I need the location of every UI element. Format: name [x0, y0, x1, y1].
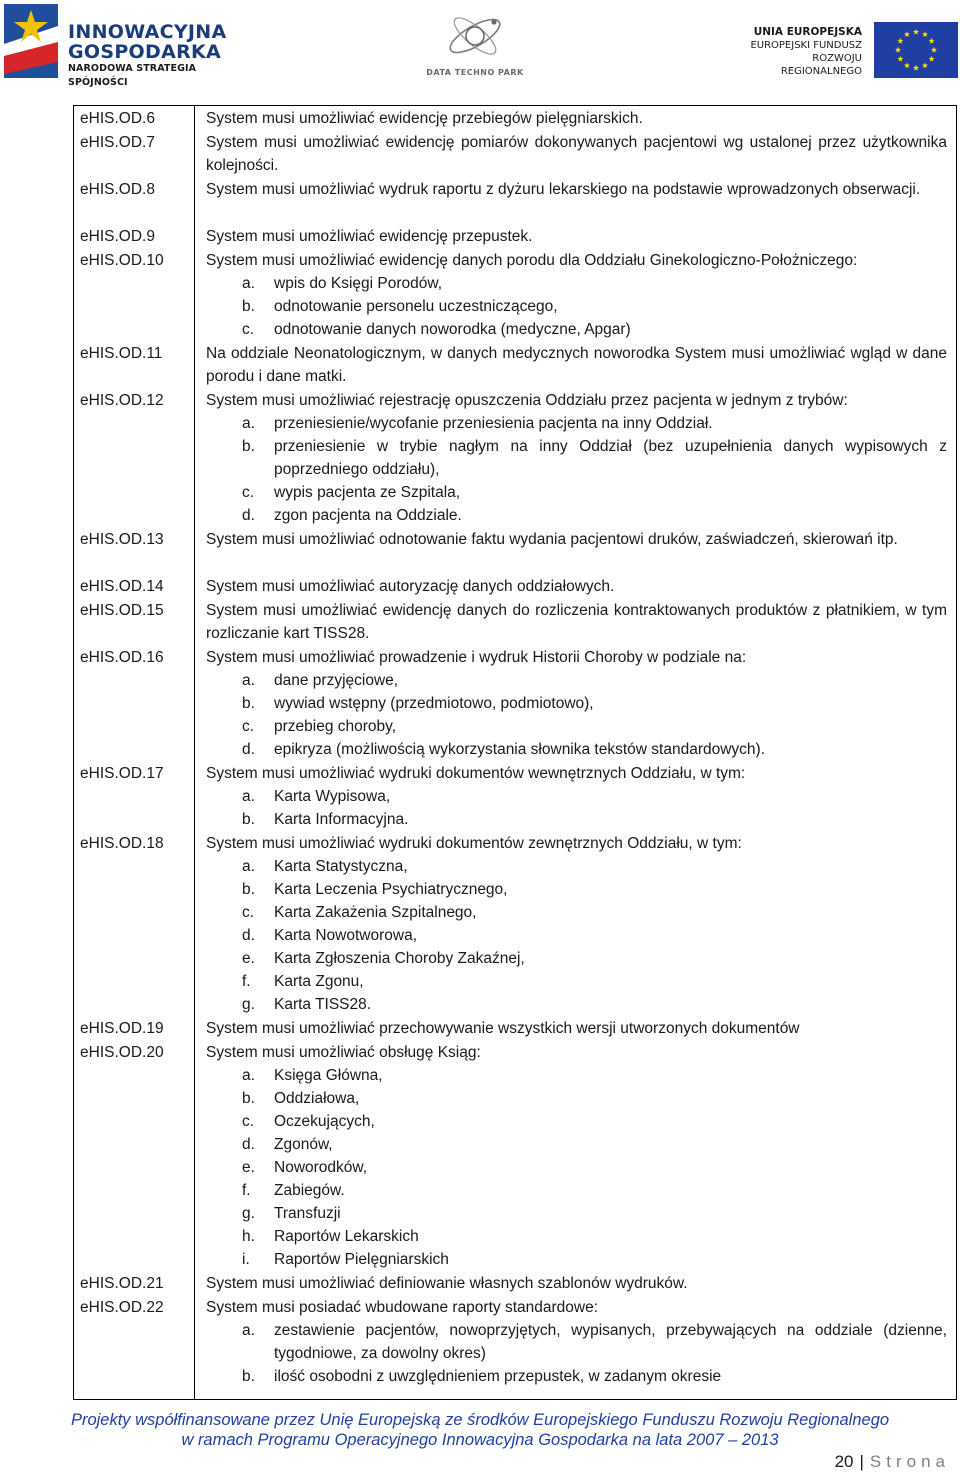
list-item-letter: b. [242, 695, 255, 712]
list-item [206, 878, 947, 901]
european-union-wordmark [732, 25, 862, 78]
list-item-letter: b. [242, 811, 255, 828]
list-item-letter: a. [242, 788, 255, 805]
list-item-text: Karta Nowotworowa, [274, 927, 418, 944]
list-item-letter: f. [242, 973, 251, 990]
logo-line-2: GOSPODARKA [68, 41, 222, 63]
list-item [206, 1110, 947, 1133]
list-item [206, 412, 947, 435]
list-item-letter: g. [242, 996, 255, 1013]
requirement-text: System musi umożliwiać odnotowanie faktu wydania pacjentowi druków, zaświadczeń, skierowań itp. [206, 531, 898, 548]
requirement-description [206, 107, 947, 130]
list-item-text: Karta Zgłoszenia Choroby Zakaźnej, [274, 950, 525, 967]
data-techno-park-wordmark: DATA TECHNO PARK [426, 68, 524, 77]
list-item-letter: f. [242, 1182, 251, 1199]
list-item-text: Karta Zakażenia Szpitalnego, [274, 904, 477, 921]
requirement-text: System musi umożliwiać wydruki dokumentów wewnętrznych Oddziału, w tym: [206, 765, 746, 782]
list-item-text: wpis do Księgi Porodów, [274, 275, 443, 292]
list-item-letter: a. [242, 672, 255, 689]
requirement-text: System musi umożliwiać prowadzenie i wydruk Historii Choroby w podziale na: [206, 649, 747, 666]
requirement-text: System musi umożliwiać ewidencję pomiarów dokonywanych pacjentowi wg ustalonej przez użytkownika kolejności. [206, 134, 947, 174]
european-union-logo [732, 22, 958, 77]
list-item-text: Oczekujących, [274, 1113, 375, 1130]
list-item [206, 1365, 947, 1388]
list-item [206, 924, 947, 947]
list-item [206, 1064, 947, 1087]
requirement-sublist [206, 412, 947, 527]
list-item-text: Zabiegów. [274, 1182, 345, 1199]
requirement-text: System musi umożliwiać wydruki dokumentów zewnętrznych Oddziału, w tym: [206, 835, 742, 852]
list-item-text: Zgonów, [274, 1136, 333, 1153]
innowacyjna-gospodarka-emblem-icon [4, 4, 58, 78]
list-item-text: Karta Zgonu, [274, 973, 364, 990]
list-item [206, 1156, 947, 1179]
requirement-text: System musi umożliwiać ewidencję danych porodu dla Oddziału Ginekologiczno-Położniczego: [206, 252, 858, 269]
list-item [206, 669, 947, 692]
list-item-letter: b. [242, 438, 255, 455]
logo-line-3: NARODOWA STRATEGIA SPÓJNOŚCI [68, 63, 197, 88]
list-item-text: odnotowanie danych noworodka (medyczne, Apgar) [274, 321, 631, 338]
page-number-block [760, 1452, 950, 1472]
requirement-description [206, 832, 947, 1016]
requirement-sublist [206, 855, 947, 1016]
requirement-id: eHIS.OD.20 [80, 1044, 164, 1061]
requirement-description [206, 1272, 947, 1295]
list-item-letter: a. [242, 275, 255, 292]
requirement-description [206, 762, 947, 831]
requirement-description [206, 178, 947, 201]
page-separator: | [859, 1452, 864, 1471]
data-techno-park-logo [420, 8, 530, 78]
list-item [206, 855, 947, 878]
list-item [206, 481, 947, 504]
list-item-letter: b. [242, 881, 255, 898]
list-item-letter: b. [242, 1368, 255, 1385]
requirement-description [206, 1017, 947, 1040]
requirement-id: eHIS.OD.6 [80, 110, 155, 127]
requirement-text: System musi umożliwiać rejestrację opuszczenia Oddziału przez pacjenta w jednym z trybów: [206, 392, 848, 409]
requirement-sublist [206, 272, 947, 341]
list-item-text: odnotowanie personelu uczestniczącego, [274, 298, 558, 315]
list-item [206, 970, 947, 993]
requirement-description [206, 225, 947, 248]
list-item-letter: c. [242, 718, 255, 735]
list-item-letter: b. [242, 1090, 255, 1107]
requirement-description [206, 646, 947, 761]
list-item [206, 504, 947, 527]
list-item [206, 1133, 947, 1156]
list-item-text: epikryza (możliwością wykorzystania słownika tekstów standardowych). [274, 741, 766, 758]
list-item [206, 1087, 947, 1110]
requirement-text: Na oddziale Neonatologicznym, w danych medycznych noworodka System musi umożliwiać wgląd w dane porodu i dane matki. [206, 345, 947, 385]
requirement-text: System musi posiadać wbudowane raporty standardowe: [206, 1299, 599, 1316]
list-item-letter: e. [242, 950, 255, 967]
requirement-id: eHIS.OD.7 [80, 134, 155, 151]
list-item-text: zestawienie pacjentów, nowoprzyjętych, wypisanych, przebywających na oddziale (dzienne, tygodniowe, za dowolny okres) [274, 1322, 947, 1362]
list-item [206, 993, 947, 1016]
page-footer [0, 1410, 960, 1450]
list-item [206, 1179, 947, 1202]
list-item-text: Karta TISS28. [274, 996, 372, 1013]
list-item-text: przeniesienie/wycofanie przeniesienia pacjenta na inny Oddział. [274, 415, 713, 432]
innowacyjna-gospodarka-wordmark [68, 22, 244, 90]
list-item-text: dane przyjęciowe, [274, 672, 399, 689]
requirement-description [206, 342, 947, 388]
page-number: 20 [834, 1452, 854, 1471]
list-item-letter: g. [242, 1205, 255, 1222]
eu-line-1: UNIA EUROPEJSKA [753, 26, 862, 38]
list-item-letter: i. [242, 1251, 250, 1268]
data-techno-park-atom-icon [444, 8, 506, 64]
requirement-description [206, 389, 947, 527]
list-item-letter: a. [242, 1322, 255, 1339]
list-item-letter: c. [242, 1113, 255, 1130]
requirement-text: System musi umożliwiać wydruk raportu z dyżuru lekarskiego na podstawie wprowadzonych obserwacji. [206, 181, 921, 198]
eu-line-3: ROZWOJU REGIONALNEGO [780, 53, 862, 77]
list-item-text: wywiad wstępny (przedmiotowo, podmiotowo), [274, 695, 594, 712]
list-item-text: Raportów Lekarskich [274, 1228, 419, 1245]
list-item-letter: a. [242, 415, 255, 432]
requirement-sublist [206, 1319, 947, 1388]
list-item-letter: b. [242, 298, 255, 315]
innowacyjna-gospodarka-logo [4, 4, 244, 88]
requirement-id: eHIS.OD.17 [80, 765, 164, 782]
list-item-letter: c. [242, 904, 255, 921]
list-item-text: przebieg choroby, [274, 718, 397, 735]
list-item-text: zgon pacjenta na Oddziale. [274, 507, 462, 524]
list-item-text: ilość osobodni z uwzględnieniem przepustek, w zadanym okresie [274, 1368, 722, 1385]
requirement-text: System musi umożliwiać przechowywanie wszystkich wersji utworzonych dokumentów [206, 1020, 800, 1037]
list-item-text: Karta Informacyjna. [274, 811, 409, 828]
requirement-description [206, 1296, 947, 1388]
list-item-letter: d. [242, 1136, 255, 1153]
requirement-id: eHIS.OD.14 [80, 578, 164, 595]
page-header [0, 0, 960, 96]
list-item [206, 435, 947, 481]
list-item-text: wypis pacjenta ze Szpitala, [274, 484, 461, 501]
list-item-text: Raportów Pielęgniarskich [274, 1251, 449, 1268]
list-item [206, 295, 947, 318]
requirement-id: eHIS.OD.21 [80, 1275, 164, 1292]
list-item-letter: c. [242, 321, 255, 338]
requirement-description [206, 1041, 947, 1271]
list-item-letter: d. [242, 927, 255, 944]
requirement-text: System musi umożliwiać ewidencję przebiegów pielęgniarskich. [206, 110, 643, 127]
list-item-letter: c. [242, 484, 255, 501]
list-item-text: Karta Statystyczna, [274, 858, 408, 875]
list-item-text: przeniesienie w trybie nagłym na inny Oddział (bez uzupełnienia danych wypisowych z poprzedniego oddziału), [274, 438, 947, 478]
footer-programme-line: w ramach Programu Operacyjnego Innowacyjna Gospodarka na lata 2007 – 2013 [181, 1431, 779, 1449]
requirement-id: eHIS.OD.12 [80, 392, 164, 409]
list-item-text: Karta Leczenia Psychiatrycznego, [274, 881, 508, 898]
requirement-id: eHIS.OD.22 [80, 1299, 164, 1316]
list-item [206, 692, 947, 715]
column-divider [194, 106, 195, 1399]
requirements-table [73, 105, 957, 1400]
requirement-description [206, 528, 947, 551]
list-item [206, 1319, 947, 1365]
list-item [206, 715, 947, 738]
requirement-id: eHIS.OD.8 [80, 181, 155, 198]
requirement-id: eHIS.OD.9 [80, 228, 155, 245]
list-item-letter: h. [242, 1228, 255, 1245]
requirement-id: eHIS.OD.18 [80, 835, 164, 852]
eu-flag-icon [874, 22, 958, 78]
list-item-letter: d. [242, 741, 255, 758]
footer-cofinancing-line: Projekty współfinansowane przez Unię Europejską ze środków Europejskiego Funduszu Rozwoju Regionalnego [70, 1411, 890, 1429]
list-item [206, 1202, 947, 1225]
requirement-id: eHIS.OD.19 [80, 1020, 164, 1037]
list-item [206, 901, 947, 924]
list-item [206, 808, 947, 831]
list-item [206, 738, 947, 761]
requirement-id: eHIS.OD.16 [80, 649, 164, 666]
requirement-id: eHIS.OD.15 [80, 602, 164, 619]
requirement-description [206, 249, 947, 341]
requirement-id: eHIS.OD.13 [80, 531, 164, 548]
list-item-text: Karta Wypisowa, [274, 788, 391, 805]
requirement-description [206, 575, 947, 598]
requirement-id: eHIS.OD.10 [80, 252, 164, 269]
list-item-text: Transfuzji [274, 1205, 341, 1222]
list-item-text: Księga Główna, [274, 1067, 383, 1084]
list-item [206, 1248, 947, 1271]
requirement-text: System musi umożliwiać ewidencję danych do rozliczenia kontraktowanych produktów z płatnikiem, w tym rozliczanie kart TISS28. [206, 602, 947, 642]
requirement-text: System musi umożliwiać ewidencję przepustek. [206, 228, 533, 245]
list-item-letter: d. [242, 507, 255, 524]
page-label: Strona [869, 1452, 950, 1471]
list-item [206, 947, 947, 970]
requirement-sublist [206, 669, 947, 761]
requirement-description [206, 131, 947, 177]
list-item [206, 785, 947, 808]
requirement-text: System musi umożliwiać autoryzację danych oddziałowych. [206, 578, 615, 595]
list-item-text: Noworodków, [274, 1159, 368, 1176]
list-item-letter: e. [242, 1159, 255, 1176]
list-item [206, 318, 947, 341]
logo-line-1: INNOWACYJNA [68, 21, 227, 43]
requirement-description [206, 599, 947, 645]
requirement-text: System musi umożliwiać obsługę Ksiąg: [206, 1044, 481, 1061]
requirement-sublist [206, 1064, 947, 1271]
requirement-id: eHIS.OD.11 [80, 345, 163, 362]
eu-line-2: EUROPEJSKI FUNDUSZ [750, 40, 862, 51]
requirement-sublist [206, 785, 947, 831]
list-item [206, 1225, 947, 1248]
list-item-text: Oddziałowa, [274, 1090, 360, 1107]
list-item [206, 272, 947, 295]
list-item-letter: a. [242, 1067, 255, 1084]
requirement-text: System musi umożliwiać definiowanie własnych szablonów wydruków. [206, 1275, 688, 1292]
list-item-letter: a. [242, 858, 255, 875]
